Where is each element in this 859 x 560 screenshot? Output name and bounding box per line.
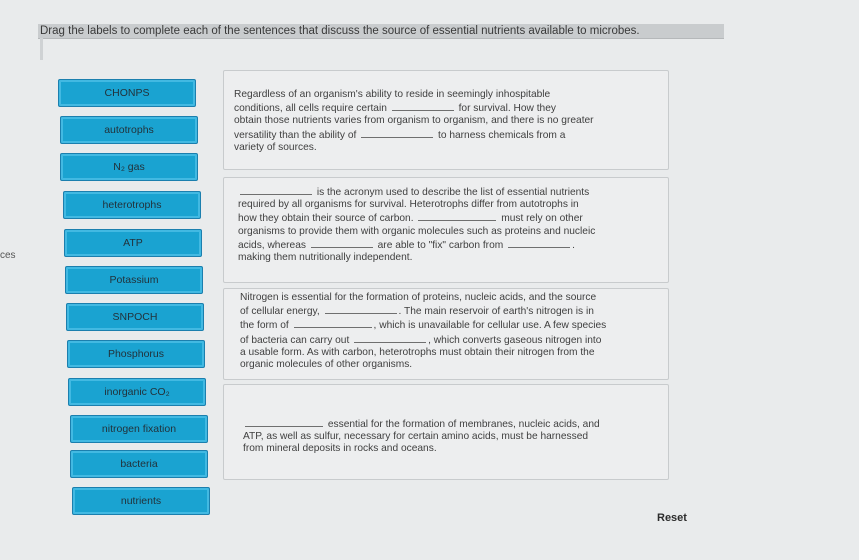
label-bacteria[interactable]: bacteria bbox=[70, 450, 208, 478]
sentence-3-line-1: Nitrogen is essential for the formation of proteins, nucleic acids, and the source bbox=[240, 292, 597, 303]
drop-zone-3b[interactable] bbox=[294, 318, 372, 328]
sentence-1-line-3: obtain those nutrients varies from organism to organism, and there is no greater bbox=[234, 115, 594, 127]
sentence-4-text bbox=[243, 417, 653, 456]
drop-zone-1b[interactable] bbox=[361, 128, 433, 138]
drop-zone-1a[interactable] bbox=[392, 101, 454, 111]
sentence-3-line-5: a usable form. As with carbon, heterotrophs must obtain their nitrogen from the bbox=[240, 346, 595, 358]
sentence-1-part-5: versatility than the ability of bbox=[234, 129, 357, 141]
sentence-2-part-1: is the acronym used to describe the list of essential nutrients bbox=[316, 187, 590, 198]
label-potassium[interactable]: Potassium bbox=[65, 266, 203, 294]
sentence-3-part-6: of bacteria can carry out bbox=[240, 334, 350, 346]
sentence-3-part-2: of cellular energy, bbox=[240, 306, 320, 318]
label-snpoch[interactable]: SNPOCH bbox=[66, 303, 204, 331]
sentence-2-line-5 bbox=[238, 238, 658, 252]
sentence-4-part-1: essential for the formation of membranes, nucleic acids, and bbox=[327, 419, 600, 430]
sentence-1-part-3: for survival. How they bbox=[458, 103, 556, 115]
sentence-3-line-2 bbox=[240, 304, 660, 318]
left-edge-partial-text: ces bbox=[0, 250, 16, 261]
sentence-3-part-7: , which converts gaseous nitrogen into bbox=[428, 334, 602, 346]
sentence-1-line-4 bbox=[234, 128, 654, 142]
sentence-2-part-4: must rely on other bbox=[501, 213, 583, 225]
sentence-2-line-1 bbox=[238, 185, 658, 199]
sentence-4-line-3: from mineral deposits in rocks and oceans. bbox=[243, 443, 437, 455]
sentence-3-part-4: the form of bbox=[240, 320, 289, 332]
reset-button[interactable]: Reset bbox=[657, 512, 687, 524]
sentence-3-part-5: , which is unavailable for cellular use. A few species bbox=[373, 320, 607, 332]
sentence-1-part-2: conditions, all cells require certain bbox=[234, 103, 387, 115]
sentence-2-part-7: are able to "fix" carbon from bbox=[377, 239, 504, 251]
instruction-divider bbox=[38, 38, 724, 39]
sentence-3-line-6: organic molecules of other organisms. bbox=[240, 359, 413, 371]
left-marker-bar bbox=[40, 38, 43, 60]
drop-zone-2b[interactable] bbox=[418, 211, 496, 221]
sentence-2-line-4: organisms to provide them with organic molecules such as proteins and nucleic bbox=[238, 225, 596, 237]
sentence-1-line-1: Regardless of an organism's ability to reside in seemingly inhospitable bbox=[234, 89, 551, 100]
sentence-4-line-2: ATP, as well as sulfur, necessary for certain amino acids, must be harnessed bbox=[243, 431, 589, 443]
drop-zone-4a[interactable] bbox=[245, 417, 323, 427]
sentence-1-line-2 bbox=[234, 101, 654, 115]
sentence-3-line-4 bbox=[240, 333, 660, 347]
sentence-2-line-6: making them nutritionally independent. bbox=[238, 252, 413, 264]
sentence-4-line-1 bbox=[243, 417, 653, 431]
label-chonps[interactable]: CHONPS bbox=[58, 79, 196, 107]
drop-zone-2c[interactable] bbox=[311, 238, 373, 248]
label-heterotrophs[interactable]: heterotrophs bbox=[63, 191, 201, 219]
label-phosphorus[interactable]: Phosphorus bbox=[67, 340, 205, 368]
sentence-1-text bbox=[234, 89, 654, 154]
sentence-2-line-3 bbox=[238, 211, 658, 225]
sentence-2-part-3: how they obtain their source of carbon. bbox=[238, 213, 414, 225]
sentence-1-part-6: to harness chemicals from a bbox=[438, 129, 566, 141]
label-nutrients[interactable]: nutrients bbox=[72, 487, 210, 515]
label-inorganic-co2[interactable]: inorganic CO₂ bbox=[68, 378, 206, 406]
sentence-2-text bbox=[238, 185, 658, 264]
drop-zone-3c[interactable] bbox=[354, 333, 426, 343]
label-atp[interactable]: ATP bbox=[64, 229, 202, 257]
drop-zone-2a[interactable] bbox=[240, 185, 312, 195]
sentence-2-line-2: required by all organisms for survival. Heterotrophs differ from autotrophs in bbox=[238, 199, 579, 211]
sentence-1-line-5: variety of sources. bbox=[234, 141, 317, 153]
sentence-2-part-6: acids, whereas bbox=[238, 239, 306, 251]
drop-zone-2d[interactable] bbox=[508, 238, 570, 248]
instruction-text: Drag the labels to complete each of the sentences that discuss the source of essential nutrients available to microbes. bbox=[38, 24, 724, 38]
drop-zone-3a[interactable] bbox=[325, 304, 397, 314]
sentence-3-part-3: . The main reservoir of earth's nitrogen is in bbox=[398, 306, 594, 318]
label-autotrophs[interactable]: autotrophs bbox=[60, 116, 198, 144]
label-nitrogen-fixation[interactable]: nitrogen fixation bbox=[70, 415, 208, 443]
sentence-3-text bbox=[240, 292, 660, 371]
sentence-2-part-8: . bbox=[572, 239, 575, 251]
label-n2-gas[interactable]: N₂ gas bbox=[60, 153, 198, 181]
sentence-3-line-3 bbox=[240, 318, 660, 332]
